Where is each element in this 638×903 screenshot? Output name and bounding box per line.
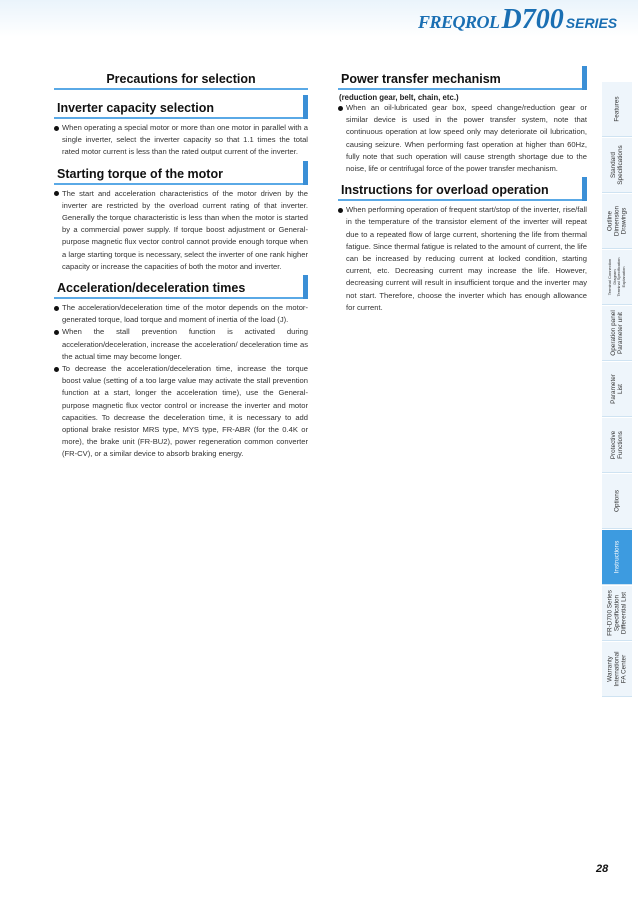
tab-label: Operation panel Parameter unit [610, 310, 624, 356]
bullet-list [54, 302, 308, 461]
list-item: When the stall prevention function is activated during acceleration/deceleration, increase the acceleration/ deceleration time as the actual time may become longer. [54, 326, 308, 363]
bullet-list [54, 188, 308, 273]
tab-differential-list[interactable] [602, 586, 632, 641]
bullet-list [338, 102, 587, 175]
list-item: When an oil-lubricated gear box, speed change/reduction gear or similar device is used in the power transfer system, note that continuous operation at low speed only may deteriorate oil lubrication, causing seizure. When performing fast operation at higher than 60Hz, fully note that such operation will cause strength shortage due to the noise, life or centrifugal force of the power transfer mechanism. [338, 102, 587, 175]
section-title-acceleration: Acceleration/deceleration times [54, 281, 308, 299]
list-item: When performing operation of frequent start/stop of the inverter, rise/fall in the temperature of the transistor element of the inverter will repeat due to a repeated flow of large current, shortening the life from thermal fatigue. Since thermal fatigue is related to the amount of current, the life can be increased by reducing current at locked condition, starting current, etc. Decreasing current may increase the life. However, decreasing current will result in insufficient torque and the inverter may not start. Therefore, choose the inverter which has enough allowance for current. [338, 204, 587, 314]
right-column [338, 72, 587, 322]
bullet-list [54, 122, 308, 159]
brand-name: FREQROL [418, 12, 500, 32]
tab-parameter-list[interactable] [602, 362, 632, 417]
tab-features[interactable] [602, 82, 632, 137]
section-title-inverter-capacity: Inverter capacity selection [54, 101, 308, 119]
chapter-tabs [602, 82, 632, 698]
brand-logo [418, 4, 617, 34]
left-column [54, 72, 308, 469]
tab-instructions[interactable] [602, 530, 632, 585]
page-number: 28 [596, 863, 609, 875]
section-title-power-transfer: Power transfer mechanism [338, 72, 587, 90]
section-subtitle: (reduction gear, belt, chain, etc.) [339, 93, 459, 102]
list-item: To decrease the acceleration/deceleration time, increase the torque boost value (setting of a too large value may activate the stall prevention function at a start, longer the acceleration time), use the General-purpose magnetic flux vector control or increase the inverter and motor capacities. To decrease the deceleration time, it is necessary to add optional brake resistor MRS type, MYS type, FR-ABR (for the 0.4K or more), the brake unit (FR-BU2), power regeneration common converter (FR-CV), or a similar device to absorb braking energy. [54, 363, 308, 461]
page-title: Precautions for selection [54, 72, 308, 90]
tab-standard-specifications[interactable] [602, 138, 632, 193]
list-item: The start and acceleration characteristics of the motor driven by the inverter are restricted by the overload current rating of that inverter. Generally the torque characteristic is less than when the motor is started by a commercial power supply. If torque boost adjustment or General-purpose magnetic flux vector control cannot provide enough torque when a large starting torque is necessary, select the inverter of one rank higher capacity or increase the capacities of both the motor and inverter. [54, 188, 308, 273]
tab-protective-functions[interactable] [602, 418, 632, 473]
tab-label: Standard Specifications [610, 145, 624, 185]
section-title-starting-torque: Starting torque of the motor [54, 167, 308, 185]
tab-options[interactable] [602, 474, 632, 529]
tab-label: Outline Dimension Drawings [606, 205, 628, 237]
tab-label: Warranty International FA Center [606, 651, 628, 687]
tab-label: Features [613, 96, 621, 122]
bullet-list [338, 204, 587, 314]
section-title-overload: Instructions for overload operation [338, 183, 587, 201]
tab-label: Protective Functions [610, 430, 624, 460]
model-name: D700 [501, 4, 564, 35]
tab-terminal-connection[interactable] [602, 250, 632, 305]
list-item: The acceleration/deceleration time of the motor depends on the motor-generated torque, load torque and moment of inertia of the load (J). [54, 302, 308, 326]
tab-operation-panel[interactable] [602, 306, 632, 361]
tab-outline-dimension-drawings[interactable] [602, 194, 632, 249]
series-label: SERIES [565, 15, 618, 31]
tab-warranty[interactable] [602, 642, 632, 697]
tab-label: FR-D700 Series Specification Differential List [606, 590, 628, 636]
tab-label: Options [613, 489, 621, 513]
tab-label: Parameter List [610, 374, 624, 404]
tab-label: Terminal Connection Diagram Terminal Specification Explanation [606, 257, 626, 297]
tab-label: Instructions [613, 540, 621, 574]
list-item: When operating a special motor or more than one motor in parallel with a single inverter, select the inverter capacity so that 1.1 times the total rated motor current is less than the rated output current of the inverter. [54, 122, 308, 159]
